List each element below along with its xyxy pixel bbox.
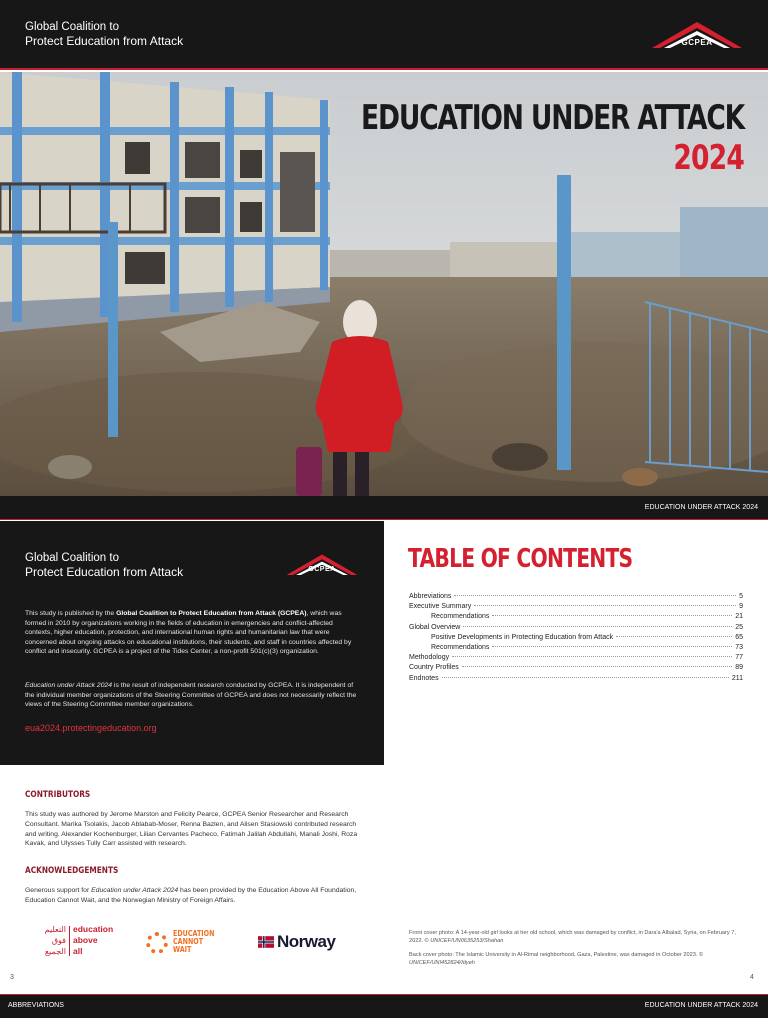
org-name	[25, 20, 183, 48]
toc-leader-dots	[452, 656, 732, 657]
toc-entry[interactable]	[409, 633, 743, 643]
toc-entry-label: Methodology	[409, 654, 450, 662]
toc-entry-label: Recommendations	[431, 644, 490, 652]
gcpea-logo-text: GCPEA	[681, 38, 713, 47]
front-cover-caption	[409, 930, 744, 946]
disclaimer-paragraph	[25, 681, 360, 710]
toc-entry[interactable]	[409, 674, 743, 684]
contributors-heading: CONTRIBUTORS	[25, 790, 91, 800]
toc-leader-dots	[442, 677, 729, 678]
toc-entry-label: Positive Developments in Protecting Education from Attack	[431, 633, 614, 641]
norway-logo	[258, 934, 348, 954]
org-name-line2: Protect Education from Attack	[25, 565, 184, 579]
toc-entry[interactable]	[409, 653, 743, 663]
ecw-line: EDUCATION	[173, 929, 215, 938]
ecw-line: WAIT	[173, 945, 192, 954]
publisher-name: Global Coalition to Protect Education from Attack (GCPEA)	[116, 610, 307, 617]
publisher-paragraph	[25, 609, 360, 657]
front-caption-credit: UNICEF/UN0635253/Shahan	[430, 937, 504, 944]
table-of-contents	[409, 592, 743, 684]
running-footer-left: ABBREVIATIONS	[8, 1002, 64, 1009]
eaa-arabic-line: التعليم	[44, 925, 66, 934]
toc-entry-page: 9	[739, 603, 743, 611]
toc-entry-page: 25	[735, 623, 743, 631]
running-header-right: EDUCATION UNDER ATTACK 2024	[644, 504, 758, 511]
toc-leader-dots	[474, 605, 736, 606]
eaa-arabic-line: فوق	[51, 936, 66, 945]
toc-title: TABLE OF CONTENTS	[408, 544, 633, 574]
ack-text-a: Generous support for	[25, 887, 92, 894]
report-title-main: EDUCATION UNDER ATTACK	[360, 98, 744, 138]
toc-entry[interactable]	[409, 643, 743, 653]
toc-entry-label: Abbreviations	[409, 593, 452, 600]
disclaimer-report-title: Education under Attack 2024	[25, 682, 113, 689]
report-title-year: 2024	[673, 138, 744, 178]
top-header	[0, 0, 768, 70]
gcpea-roof-icon	[285, 551, 359, 577]
back-caption-credit: UNICEF/UNI452824/Idyeh	[409, 959, 475, 966]
toc-entry[interactable]	[409, 623, 743, 633]
publisher-text-c: , which was formed in 2010 by organizations working in the fields of education in emergencies and conflict-affected contexts, higher education, protection, and international human rights and humanitarian law that were concerned about ongoing attacks on educational institutions, their students, and staff in countries affected by conflict and insecurity. GCPEA is a project of the Tides Center, a non-profit 501(c)(3) organization.	[25, 610, 352, 656]
toc-leader-dots	[616, 636, 732, 637]
ack-text-c: has been provided by the Education Above All Foundation, Education Cannot Wait, and the Norwegian Ministry of Foreign Affairs.	[25, 887, 357, 904]
toc-leader-dots	[492, 646, 732, 647]
toc-entry[interactable]	[409, 592, 743, 602]
gcpea-logo	[285, 551, 359, 577]
education-above-all-logo	[38, 924, 118, 960]
org-name-panel	[25, 551, 183, 579]
eaa-english-line: education	[73, 924, 114, 934]
toc-entry-page: 73	[735, 644, 743, 652]
toc-entry-page: 211	[731, 674, 743, 682]
ack-report-title: Education under Attack 2024	[91, 887, 179, 894]
eaa-english-line: above	[73, 935, 98, 945]
toc-entry[interactable]	[409, 602, 743, 612]
toc-leader-dots	[492, 615, 732, 616]
disclaimer-text: is the result of independent research conducted by GCPEA. It is independent of the individual member organizations of the Steering Committee of GCPEA and does not necessarily reflect the views of the Steering Committee member organizations.	[25, 682, 357, 709]
running-footer-right: EDUCATION UNDER ATTACK 2024	[644, 1002, 758, 1009]
eaa-english-line: all	[73, 946, 83, 956]
back-cover-caption	[409, 952, 744, 968]
website-link[interactable]: eua2024.protectingeducation.org	[25, 723, 157, 733]
ecw-ring-icon	[146, 932, 168, 954]
contributors-text: This study was authored by Jerome Marston and Felicity Pearce, GCPEA Senior Researcher and Research Consultant. Marika Tsolakis, Jacob Ablabab-Moser, Renna Bazlen, and Alisen Stasiowski contributed research and writing. Alexander Kochenburger, Lilian Cervantes Pacheco, Fatimah Jalilah Abdullahi, Manali Joshi, Roza Kavak, and Ulysses Tully Carr assisted with research.	[25, 811, 358, 848]
publisher-text-a: This study is published by the	[25, 610, 117, 617]
back-caption-text: Back cover photo: The Islamic University in Al-Rimal neighborhood, Gaza, Palestine, was damaged in October 2023. ©	[409, 952, 704, 958]
toc-entry-label: Executive Summary	[409, 603, 472, 611]
publisher-panel	[0, 521, 384, 765]
ecw-wordmark	[173, 930, 214, 954]
toc-entry[interactable]	[409, 663, 743, 673]
acknowledgements-heading: ACKNOWLEDGEMENTS	[25, 866, 119, 876]
eaa-english	[73, 924, 113, 957]
toc-leader-dots	[462, 666, 732, 667]
toc-entry-page: 89	[735, 664, 743, 672]
toc-leader-dots	[454, 595, 736, 596]
norway-flag-icon	[258, 936, 274, 948]
toc-leader-dots	[463, 626, 732, 627]
toc-entry-page: 5	[739, 593, 743, 600]
page-number-left: 3	[10, 974, 14, 981]
toc-entry-label: Recommendations	[431, 613, 490, 621]
toc-entry-label: Country Profiles	[409, 664, 459, 672]
toc-entry-label: Global Overview	[409, 623, 461, 631]
toc-entry-page: 65	[735, 633, 743, 641]
page-number-right: 4	[750, 974, 754, 981]
toc-entry-page: 77	[735, 654, 743, 662]
gcpea-logo	[650, 18, 744, 50]
cover-photo	[0, 72, 768, 496]
org-name-line2: Protect Education from Attack	[25, 34, 184, 48]
toc-entry[interactable]	[409, 612, 743, 622]
toc-entry-label: Endnotes	[409, 674, 439, 682]
gcpea-logo-text: GCPEA	[308, 566, 336, 573]
eaa-arabic-line: الجميع	[44, 947, 66, 956]
report-title	[253, 98, 744, 178]
running-footer-band	[0, 994, 768, 1018]
ecw-line: CANNOT	[173, 937, 204, 946]
norway-wordmark: Norway	[277, 932, 336, 951]
front-caption-text: Front cover photo: A 14-year-old girl looks at her old school, which was damaged by conflict, in Dara'a Albalad, Syria, on February 7, 2022. ©	[409, 930, 736, 944]
divider	[69, 926, 70, 956]
org-name-line1: Global Coalition to	[25, 552, 119, 564]
bottom-strip	[0, 1018, 768, 1024]
toc-entry-page: 21	[735, 613, 743, 621]
running-header-band	[0, 496, 768, 520]
eaa-arabic	[38, 924, 66, 957]
org-name-line1: Global Coalition to	[25, 21, 119, 33]
acknowledgements-text	[25, 886, 361, 906]
education-cannot-wait-logo	[146, 930, 226, 958]
